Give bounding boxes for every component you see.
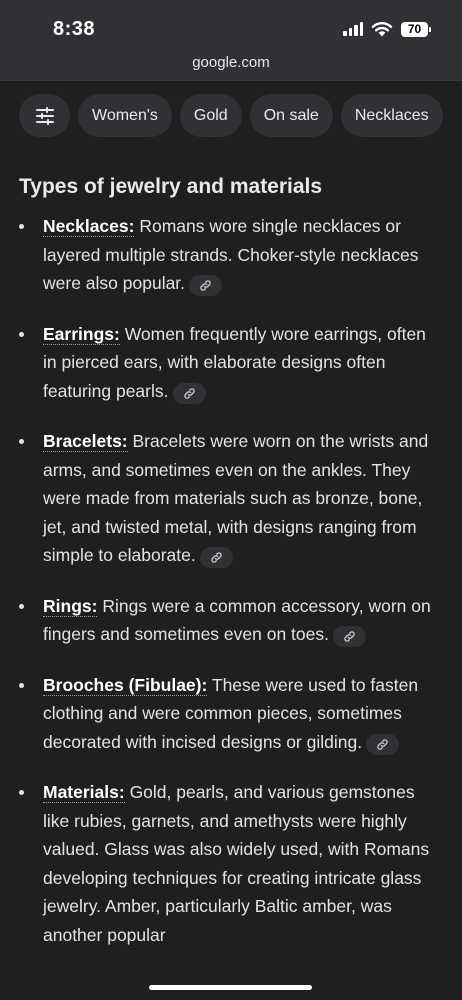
source-link-button[interactable] — [173, 383, 206, 404]
battery-icon — [401, 22, 428, 37]
url-text: google.com — [192, 54, 270, 71]
list-item-bracelets — [19, 427, 444, 570]
article — [19, 172, 444, 971]
term-necklaces[interactable]: Necklaces: — [43, 216, 135, 236]
source-link-button[interactable] — [333, 626, 366, 647]
item-text: Women frequently wore earrings, often in pierced ears, with elaborate designs often featuring pearls. — [43, 323, 426, 401]
section-title: Types of jewelry and materials — [19, 175, 323, 198]
item-text: These were used to fasten clothing and were common pieces, sometimes decorated with incised designs or gilding. — [43, 674, 419, 752]
list-item-earrings — [19, 320, 444, 406]
wifi-icon — [371, 21, 393, 37]
status-bar — [0, 0, 462, 50]
source-link-button[interactable] — [366, 734, 399, 755]
link-icon — [376, 738, 389, 751]
list-item-necklaces — [19, 212, 444, 298]
term-bracelets[interactable]: Bracelets: — [43, 431, 128, 451]
chip-necklaces[interactable]: Necklaces — [341, 94, 443, 137]
chip-womens[interactable]: Women's — [78, 94, 172, 137]
item-text: Bracelets were worn on the wrists and arms, and sometimes even on the ankles. They were made from materials such as bronze, bone, jet, and twisted metal, with designs ranging from simple to elaborate. — [43, 431, 429, 565]
signal-icon — [343, 22, 363, 36]
item-text: Romans wore single necklaces or layered multiple strands. Choker-style necklaces were also popular. — [43, 216, 419, 293]
url-bar[interactable] — [0, 50, 462, 81]
term-materials[interactable]: Materials: — [43, 782, 125, 802]
chip-gold[interactable]: Gold — [180, 94, 242, 137]
status-icons — [343, 21, 428, 37]
home-indicator[interactable] — [149, 985, 312, 990]
item-text: Rings were a common accessory, worn on fingers and sometimes even on toes. — [43, 595, 431, 644]
chip-on-sale[interactable]: On sale — [250, 94, 333, 137]
list-item-materials — [19, 778, 444, 949]
link-icon — [183, 387, 196, 400]
link-icon — [199, 279, 212, 292]
link-icon — [343, 630, 356, 643]
filter-button[interactable] — [19, 94, 70, 137]
list-item-rings — [19, 592, 444, 649]
item-text: Gold, pearls, and various gemstones like rubies, garnets, and amethysts were highly valued. Glass was also widely used, with Romans developing techniques for creating intricate glass jewelry. Amber, particularly Baltic amber, was another popular — [43, 782, 430, 945]
list-item-brooches — [19, 671, 444, 757]
battery-level: 70 — [407, 22, 422, 36]
term-rings[interactable]: Rings: — [43, 595, 98, 616]
jewelry-list — [19, 212, 444, 949]
source-link-button[interactable] — [200, 547, 233, 568]
filter-chips — [19, 94, 443, 137]
term-brooches[interactable]: Brooches (Fibulae): — [43, 674, 208, 695]
source-link-button[interactable] — [189, 275, 222, 296]
term-earrings[interactable]: Earrings: — [43, 323, 120, 344]
link-icon — [210, 551, 223, 564]
status-time: 8:38 — [53, 18, 96, 40]
tune-sliders-icon — [35, 107, 55, 125]
